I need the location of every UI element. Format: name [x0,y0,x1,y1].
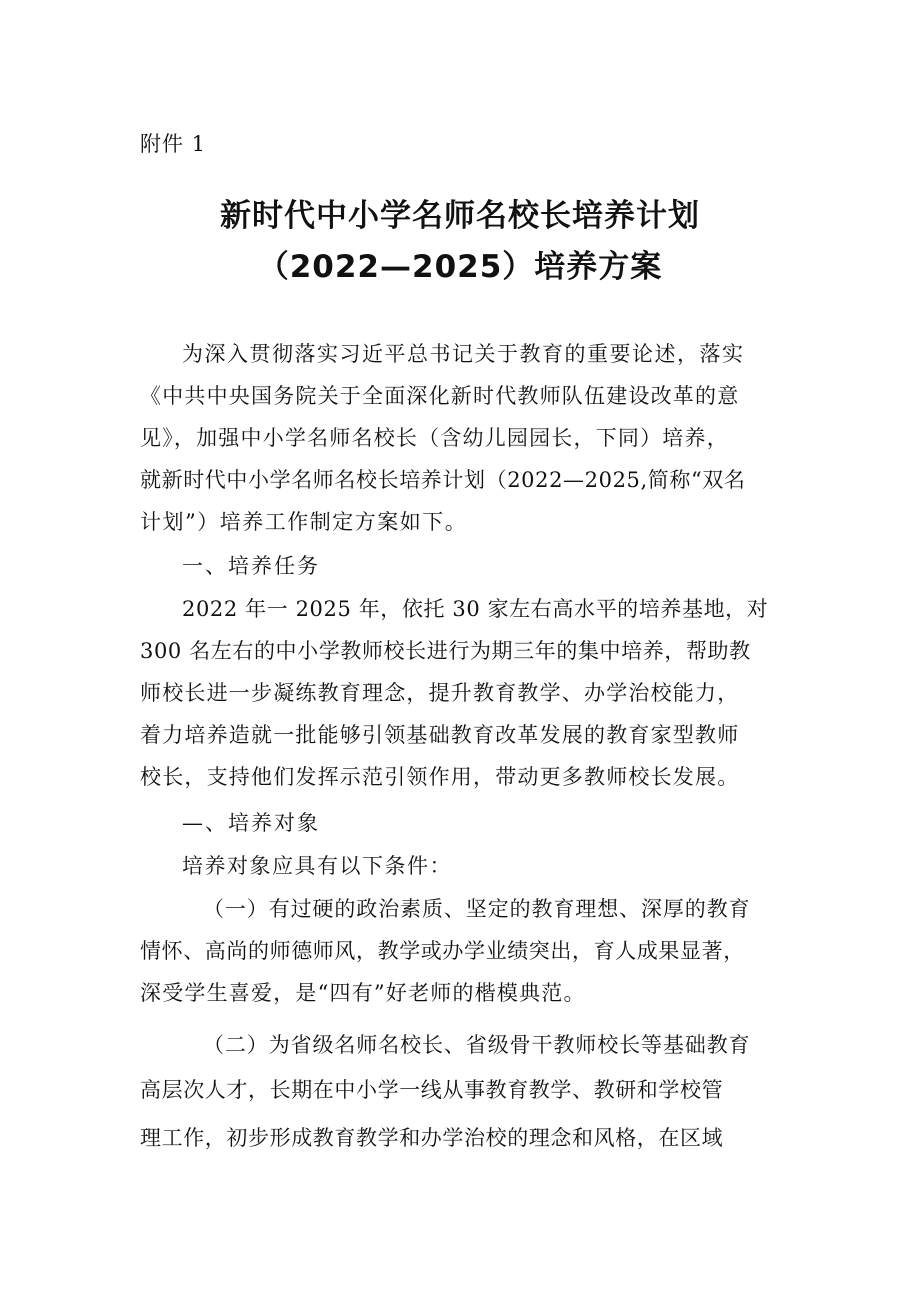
text-line: 校长，支持他们发挥示范引领作用，带动更多教师校长发展。 [140,765,740,789]
condition-2-paragraph [140,1024,780,1162]
text-line: 300 名左右的中小学教师校长进行为期三年的集中培养，帮助教 [140,639,751,663]
document-title-line1: 新时代中小学名师名校长培养计划 [220,198,700,234]
condition-1-paragraph [140,888,780,1014]
text-line: 着力培养造就一批能够引领基础教育改革发展的教育家型教师 [140,723,740,747]
section-heading-1-wrap [140,545,780,587]
text-line: （一）有过硬的政治素质、坚定的教育理想、深厚的教育 [203,897,751,921]
text-line: 就新时代中小学名师名校长培养计划（2022—2025,简称“双名 [140,468,746,492]
section2-intro-wrap [140,845,780,887]
section-heading-2-wrap [140,802,780,844]
text-line: 计划”）培养工作制定方案如下。 [140,510,468,534]
text-line: （二）为省级名师名校长、省级骨干教师校长等基础教育 [203,1033,751,1057]
attachment-label: 附件 1 [140,132,207,156]
text-line: 师校长进一步凝练教育理念，提升教育教学、办学治校能力， [140,681,740,705]
section-heading: 一、培养任务 [182,554,320,578]
text-line: 2022 年一 2025 年，依托 30 家左右高水平的培养基地，对 [182,597,769,621]
text-line: 《中共中央国务院关于全面深化新时代教师队伍建设改革的意 [140,384,740,408]
text-line: 情怀、高尚的师德师风，教学或办学业绩突出，育人成果显著， [140,939,745,963]
text-line: 深受学生喜爱，是“四有”好老师的楷模典范。 [140,981,586,1005]
text-line: 为深入贯彻落实习近平总书记关于教育的重要论述，落实 [182,342,745,366]
text-line: 培养对象应具有以下条件： [182,854,452,878]
intro-paragraph [140,333,780,543]
text-line: 理工作，初步形成教育教学和办学治校的理念和风格，在区域 [140,1126,724,1150]
text-line: 高层次人才，长期在中小学一线从事教育教学、教研和学校管 [140,1078,724,1102]
document-title-line2: （2022—2025）培养方案 [257,249,663,285]
section-heading: —、培养对象 [182,811,320,835]
section1-paragraph [140,588,780,798]
text-line: 见》，加强中小学名师名校长（含幼儿园园长，下同）培养， [140,426,729,450]
